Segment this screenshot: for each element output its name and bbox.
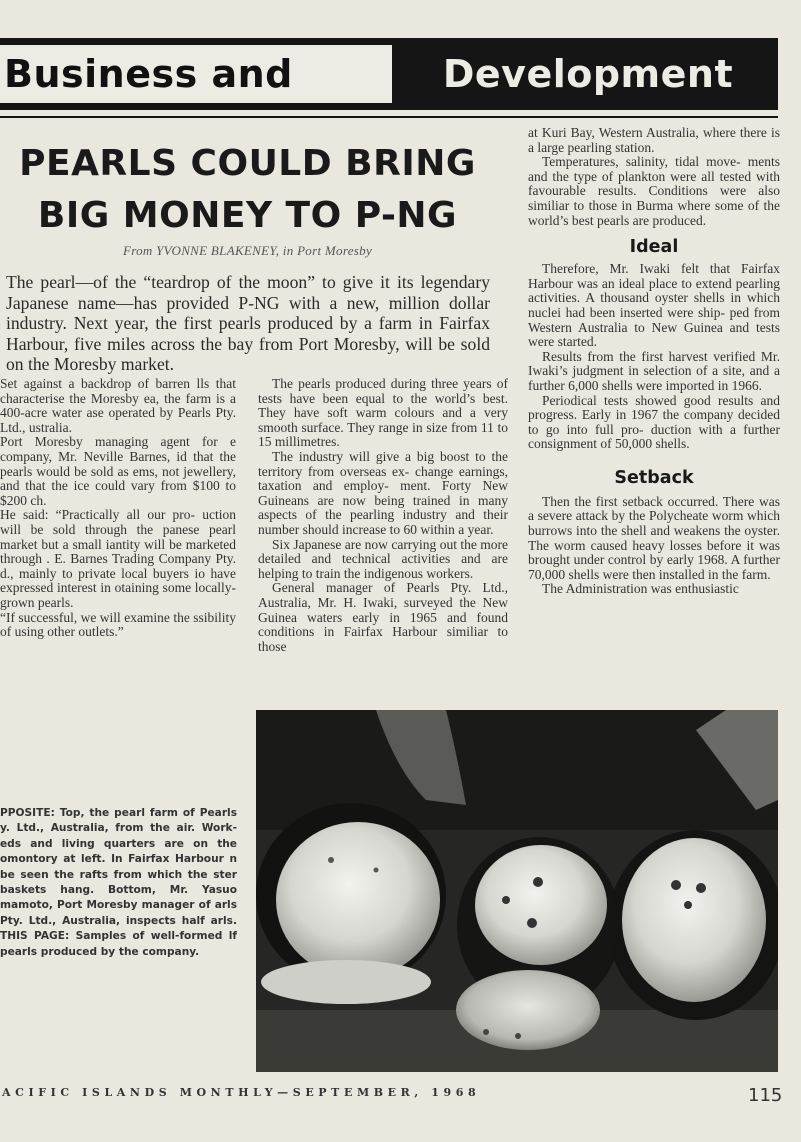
column-1-paragraph: Set against a backdrop of barren lls that characterise the Moresby ea, the farm is a 400-acre water ase operated by Pearls Pty. Ltd., ustralia. <box>0 376 236 435</box>
column-3-paragraph: Temperatures, salinity, tidal move- ments and the type of plankton were all tested with favourable results. Conditions were also similiar to those in Burma where some of the world’s best pearls are produced. <box>528 154 780 228</box>
column-3-paragraph: Results from the first harvest verified Mr. Iwaki’s judgment in selection of a site, and a further 6,000 shells were imported in 1966. <box>528 348 780 393</box>
photo-caption: PPOSITE: Top, the pearl farm of Pearls y. Ltd., Australia, from the air. Work- eds and living quarters are on the omontory at left. In Fairfax Harbour n be seen the rafts from which the ster baskets hang. Bottom, Mr. Yasuo mamoto, Port Moresby manager of arls Pty. Ltd., Australia, inspects half arls. THIS PAGE: Samples of well-formed lf pearls produced by the company. <box>0 807 237 958</box>
banner-title-left: Business and <box>4 52 293 96</box>
column-1-paragraph: He said: “Practically all our pro- uction will be sold through the panese pearl market but a small iantity will be marketed through . E. Barnes Trading Company Pty. d., mainly to private local buyers io have expressed interest in otaining some locally-grown pearls. <box>0 507 236 610</box>
column-1-paragraph: “If successful, we will examine the ssibility of using other outlets.” <box>0 609 236 640</box>
column-3-paragraph: Then the first setback occurred. There was a severe attack by the Polycheate worm which burrows into the shell and weakens the oyster. The worm caused heavy losses before it was brought under control by early 1968. A further 70,000 shells were then installed in the farm. <box>528 493 780 582</box>
banner-right-panel <box>398 45 778 103</box>
section-banner <box>0 38 778 110</box>
subhead-ideal: Ideal <box>629 237 679 258</box>
page-number: 115 <box>748 1085 783 1106</box>
article-byline: From YVONNE BLAKENEY, in Port Moresby <box>122 243 373 258</box>
article-intro: The pearl—of the “teardrop of the moon” to give it its legendary Japanese name—has provided P-NG with a new, million dollar industry. Next year, the first pearls produced by a farm in Fairfax Harbour, five miles across the bay from Port Moresby, will be sold on the Moresby market. <box>6 272 490 374</box>
banner-left-panel <box>0 45 392 103</box>
banner-rule <box>0 116 778 118</box>
column-2-paragraph: The pearls produced during three years of tests have been equal to the world’s best. They have soft warm colours and a very smooth surface. They range in size from 11 to 15 millimetres. <box>258 376 508 450</box>
column-2-paragraph: The industry will give a big boost to the territory from overseas ex- change earnings, taxation and employ- ment. Forty New Guineans are now being trained in many aspects of the pearling industry and their number should increase to 60 within a year. <box>258 448 508 537</box>
column-3-paragraph: Therefore, Mr. Iwaki felt that Fairfax Harbour was an ideal place to extend pearling activities. A thousand oyster shells in which nuclei had been inserted were ship- ped from Western Australia to New Guinea and tests were started. <box>528 261 780 350</box>
column-3-paragraph: Periodical tests showed good results and progress. Early in 1967 the company decided to go into full pro- duction with a further consignment of 50,000 shells. <box>528 392 780 452</box>
article-column-1 <box>0 377 236 640</box>
page-footer: ACIFIC ISLANDS MONTHLY—SEPTEMBER, 1968 <box>2 1086 481 1099</box>
column-2-paragraph: Six Japanese are now carrying out the more detailed and technical activities and are helping to train the indigenous workers. <box>258 536 508 581</box>
pearl-shells-illustration <box>256 710 778 1072</box>
article-column-2 <box>258 377 508 654</box>
column-3-paragraph: at Kuri Bay, Western Australia, where there is a large pearling station. <box>528 125 780 155</box>
subhead-setback: Setback <box>614 467 694 488</box>
pearl-shells-photo <box>256 710 778 1072</box>
banner-title-right: Development <box>442 52 734 96</box>
column-2-paragraph: General manager of Pearls Pty. Ltd., Australia, Mr. H. Iwaki, surveyed the New Guinea waters early in 1965 and found conditions in Fairfax Harbour similiar to those <box>258 580 508 654</box>
article-headline: PEARLS COULD BRING BIG MONEY TO P-NG <box>19 143 476 236</box>
article-column-3 <box>528 126 780 597</box>
column-1-paragraph: Port Moresby managing agent for e company, Mr. Neville Barnes, id that the pearls would be sold as ems, not jewellery, and that the ice could vary from $100 to $200 ch. <box>0 434 236 508</box>
column-3-paragraph: The Administration was enthusiastic <box>542 581 739 597</box>
